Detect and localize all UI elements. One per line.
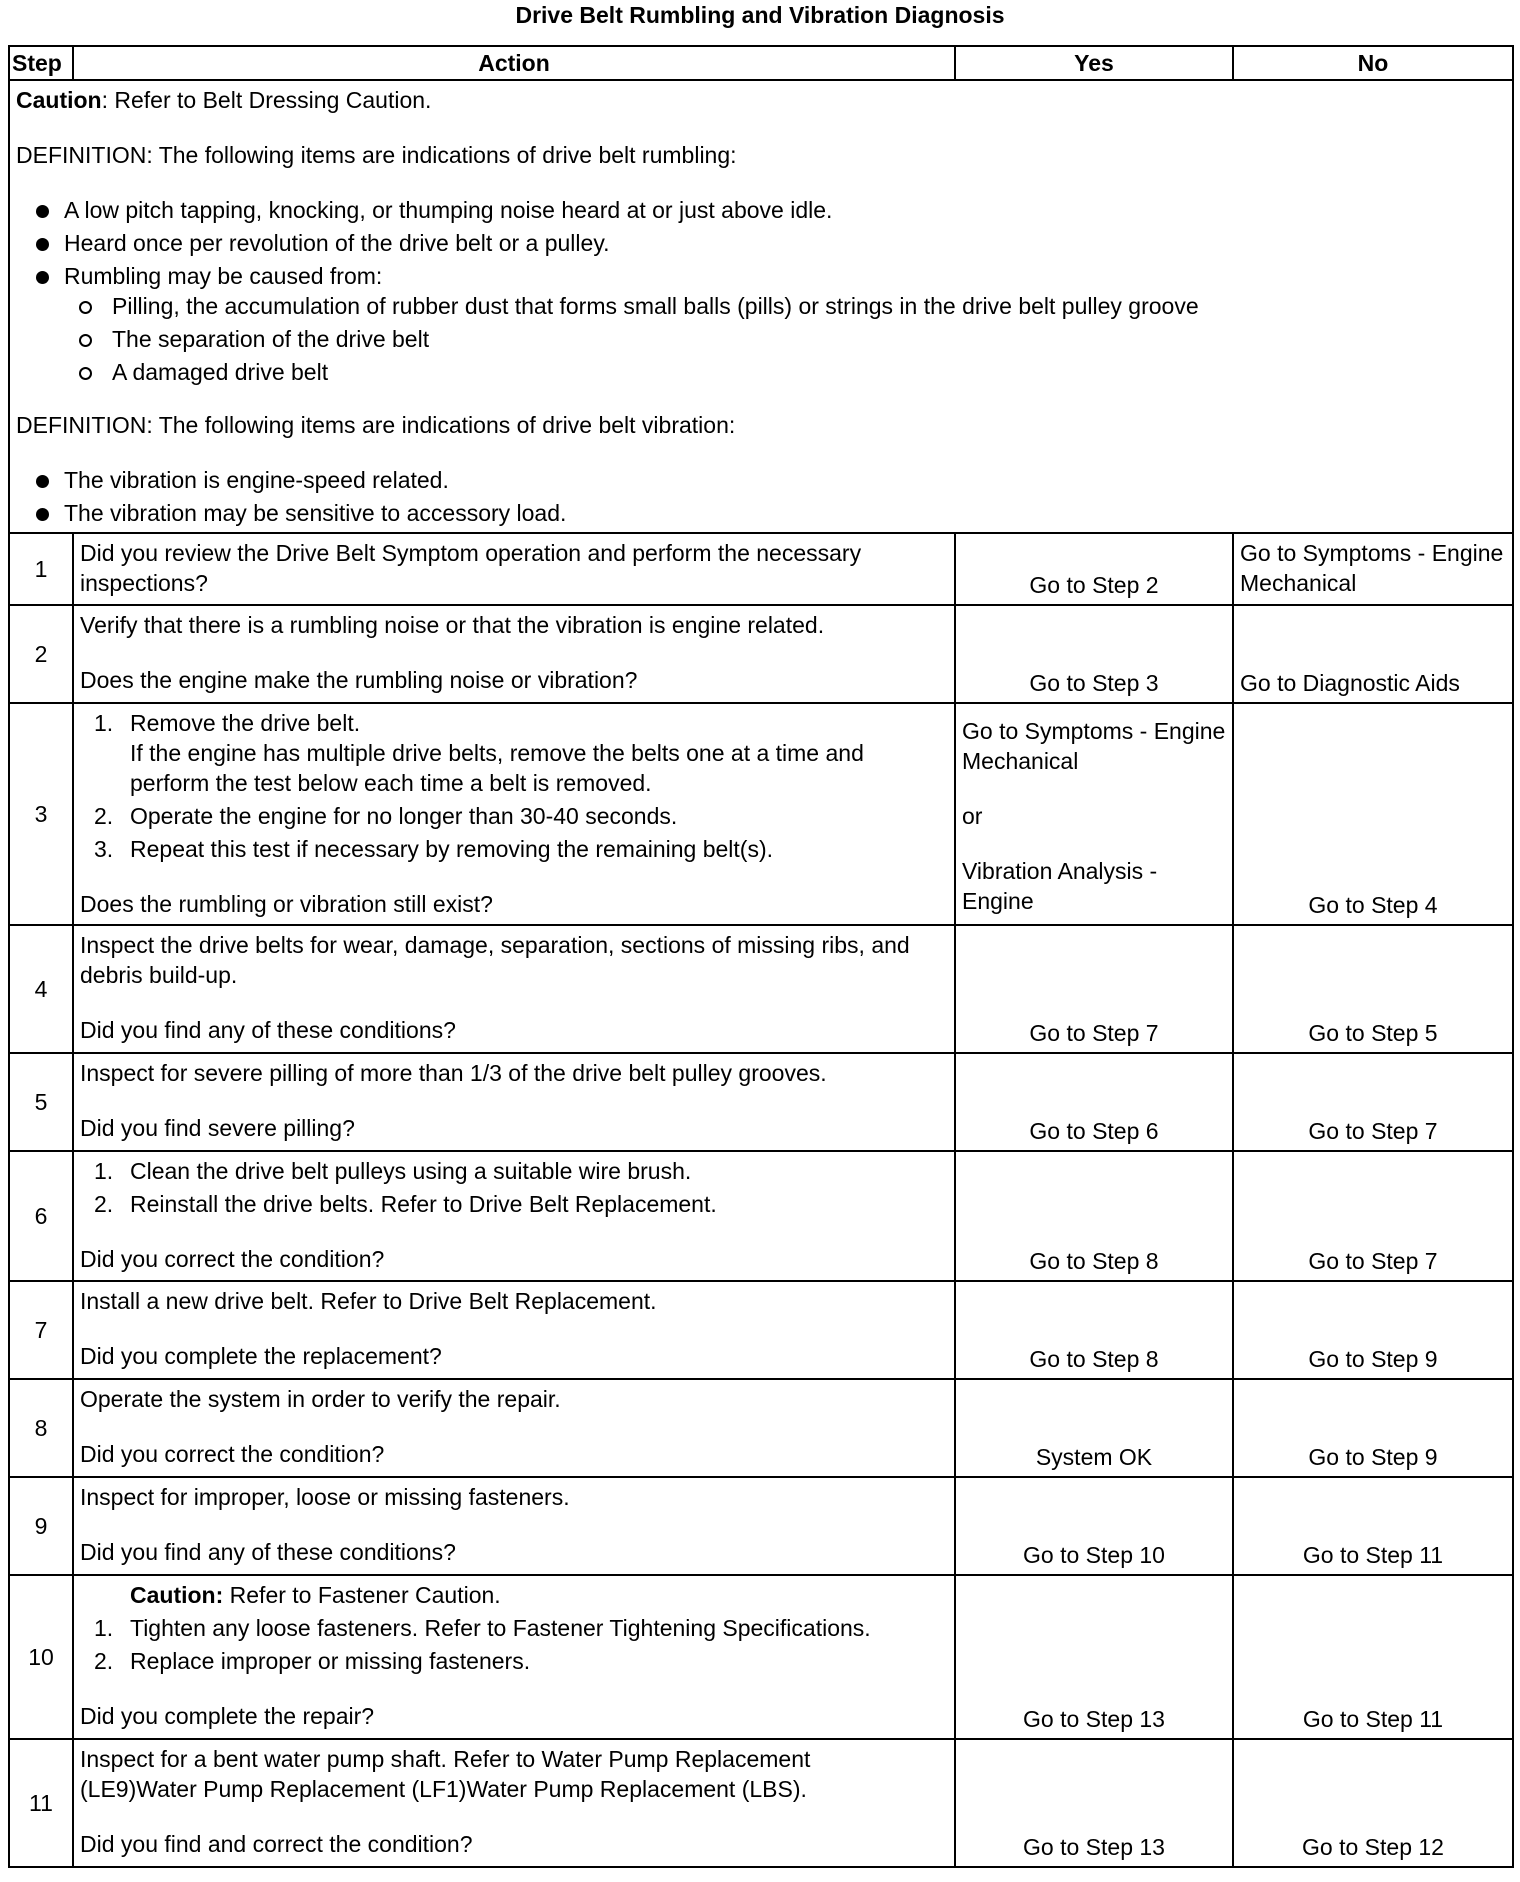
bullet-item: The vibration is engine-speed related. [16,465,1506,498]
step-no: Go to Step 4 [1233,703,1513,925]
step-yes: Go to Step 13 [955,1575,1233,1739]
action-question: Did you complete the replacement? [80,1343,442,1369]
action-list [80,1613,948,1676]
step-action [73,1379,955,1477]
step-action [73,1575,955,1739]
intro-cell [9,80,1513,533]
intro-caution [16,85,1506,115]
step-number: 3 [9,703,73,925]
action-text: Verify that there is a rumbling noise or that the vibration is engine related. [80,612,825,638]
step-row [9,703,1513,925]
step-no: Go to Step 12 [1233,1739,1513,1867]
bullet-item [16,261,1506,390]
item-number: 2. [94,1191,114,1217]
action-question: Did you complete the repair? [80,1703,375,1729]
action-question: Did you find any of these conditions? [80,1017,456,1043]
bullet-item: The vibration may be sensitive to accessory load. [16,498,1506,528]
step-number: 8 [9,1379,73,1477]
step-row [9,533,1513,605]
header-no: No [1233,46,1513,80]
step-number: 7 [9,1281,73,1379]
item-text: Reinstall the drive belts. Refer to Drive Belt Replacement. [130,1191,717,1217]
action-text: Inspect for a bent water pump shaft. Refer to Water Pump Replacement (LE9)Water Pump Replacement (LF1)Water Pump Replacement (LBS). [80,1746,811,1802]
action-question: Did you find severe pilling? [80,1115,355,1141]
step-yes: Go to Step 8 [955,1151,1233,1281]
list-item [80,708,948,798]
caution-text: : Refer to Belt Dressing Caution. [101,87,432,113]
step-number: 9 [9,1477,73,1575]
action-question: Did you find any of these conditions? [80,1539,456,1565]
step-action [73,1739,955,1867]
item-text: Clean the drive belt pulleys using a suitable wire brush. [130,1158,692,1184]
yes-option-a: Go to Symptoms - Engine Mechanical [962,718,1226,774]
item-number: 1. [94,710,114,736]
item-number: 3. [94,836,114,862]
definition-rumbling: DEFINITION: The following items are indications of drive belt rumbling: [16,142,737,168]
header-step: Step [9,46,73,80]
step-no: Go to Symptoms - Engine Mechanical [1233,533,1513,605]
step-row [9,1379,1513,1477]
step-yes: Go to Step 7 [955,925,1233,1053]
bullet-item: A low pitch tapping, knocking, or thumping noise heard at or just above idle. [16,195,1506,228]
list-item [80,801,948,831]
step-action [73,1151,955,1281]
yes-or: or [962,803,983,829]
item-text: Operate the engine for no longer than 30-40 seconds. [130,803,678,829]
step-row [9,925,1513,1053]
item-number: 2. [94,1648,114,1674]
step-no: Go to Step 9 [1233,1379,1513,1477]
action-question: Does the rumbling or vibration still exist? [80,891,493,917]
action-list [80,708,948,864]
step-no: Go to Step 7 [1233,1151,1513,1281]
step-row [9,1151,1513,1281]
step-number: 10 [9,1575,73,1739]
sub-bullet-item: Pilling, the accumulation of rubber dust that forms small balls (pills) or strings in the drive belt pulley groove [62,291,1506,324]
step-number: 4 [9,925,73,1053]
item-text: Repeat this test if necessary by removing the remaining belt(s). [130,836,774,862]
rumbling-bullets [16,195,1506,390]
step-action [73,605,955,703]
action-text: Inspect for improper, loose or missing fasteners. [80,1484,570,1510]
action-text: Operate the system in order to verify the repair. [80,1386,561,1412]
step-yes [955,703,1233,925]
sub-bullet-item: The separation of the drive belt [62,324,1506,357]
action-question: Did you correct the condition? [80,1441,385,1467]
step-row [9,605,1513,703]
intro-row [9,80,1513,533]
step-row [9,1281,1513,1379]
step-row [9,1575,1513,1739]
step-number: 2 [9,605,73,703]
action-text: Inspect for severe pilling of more than 1/3 of the drive belt pulley grooves. [80,1060,827,1086]
caution-label: Caution: [130,1582,224,1608]
step-no: Go to Step 11 [1233,1575,1513,1739]
step-number: 11 [9,1739,73,1867]
header-action: Action [73,46,955,80]
item-text: Tighten any loose fasteners. Refer to Fastener Tightening Specifications. [130,1615,871,1641]
list-item [80,1156,948,1186]
step-no: Go to Step 5 [1233,925,1513,1053]
step-no: Go to Step 9 [1233,1281,1513,1379]
header-row [9,46,1513,80]
list-item [80,1646,948,1676]
step-action [73,533,955,605]
step-action [73,703,955,925]
diagnosis-table [8,45,1514,1868]
bullet-text: Rumbling may be caused from: [64,263,383,289]
step-row [9,1739,1513,1867]
action-list [80,1156,948,1219]
step-no: Go to Step 11 [1233,1477,1513,1575]
item-number: 1. [94,1158,114,1184]
step-yes: Go to Step 13 [955,1739,1233,1867]
step-yes: Go to Step 10 [955,1477,1233,1575]
step-no: Go to Diagnostic Aids [1233,605,1513,703]
yes-option-b: Vibration Analysis - Engine [962,858,1158,914]
item-number: 2. [94,803,114,829]
step-action [73,1477,955,1575]
vibration-bullets [16,465,1506,528]
item-text: Replace improper or missing fasteners. [130,1648,531,1674]
step-action [73,1281,955,1379]
action-text: Install a new drive belt. Refer to Drive Belt Replacement. [80,1288,657,1314]
step-row [9,1053,1513,1151]
caution-label: Caution [16,87,102,113]
item-extra: If the engine has multiple drive belts, remove the belts one at a time and perform the test below each time a belt is removed. [130,740,864,796]
step-action [73,925,955,1053]
step-caution [80,1580,948,1610]
bullet-item: Heard once per revolution of the drive belt or a pulley. [16,228,1506,261]
step-number: 6 [9,1151,73,1281]
list-item [80,1613,948,1643]
page-title: Drive Belt Rumbling and Vibration Diagnosis [515,2,1005,28]
header-yes: Yes [955,46,1233,80]
item-number: 1. [94,1615,114,1641]
list-item [80,1189,948,1219]
action-question: Did you find and correct the condition? [80,1831,473,1857]
step-yes: Go to Step 8 [955,1281,1233,1379]
step-number: 5 [9,1053,73,1151]
step-yes: Go to Step 6 [955,1053,1233,1151]
definition-vibration: DEFINITION: The following items are indications of drive belt vibration: [16,412,736,438]
step-yes: Go to Step 2 [955,533,1233,605]
cause-sub-bullets [62,291,1506,390]
step-yes: Go to Step 3 [955,605,1233,703]
sub-bullet-item: A damaged drive belt [62,357,1506,390]
caution-text: Refer to Fastener Caution. [223,1582,501,1608]
action-question: Did you correct the condition? [80,1246,385,1272]
list-item [80,834,948,864]
step-number: 1 [9,533,73,605]
step-row [9,1477,1513,1575]
step-no: Go to Step 7 [1233,1053,1513,1151]
step-yes: System OK [955,1379,1233,1477]
item-text: Remove the drive belt. [130,710,361,736]
step-action [73,1053,955,1151]
action-text: Did you review the Drive Belt Symptom operation and perform the necessary inspections? [80,540,862,596]
action-question: Does the engine make the rumbling noise or vibration? [80,667,638,693]
action-text: Inspect the drive belts for wear, damage, separation, sections of missing ribs, and debris build-up. [80,932,910,988]
